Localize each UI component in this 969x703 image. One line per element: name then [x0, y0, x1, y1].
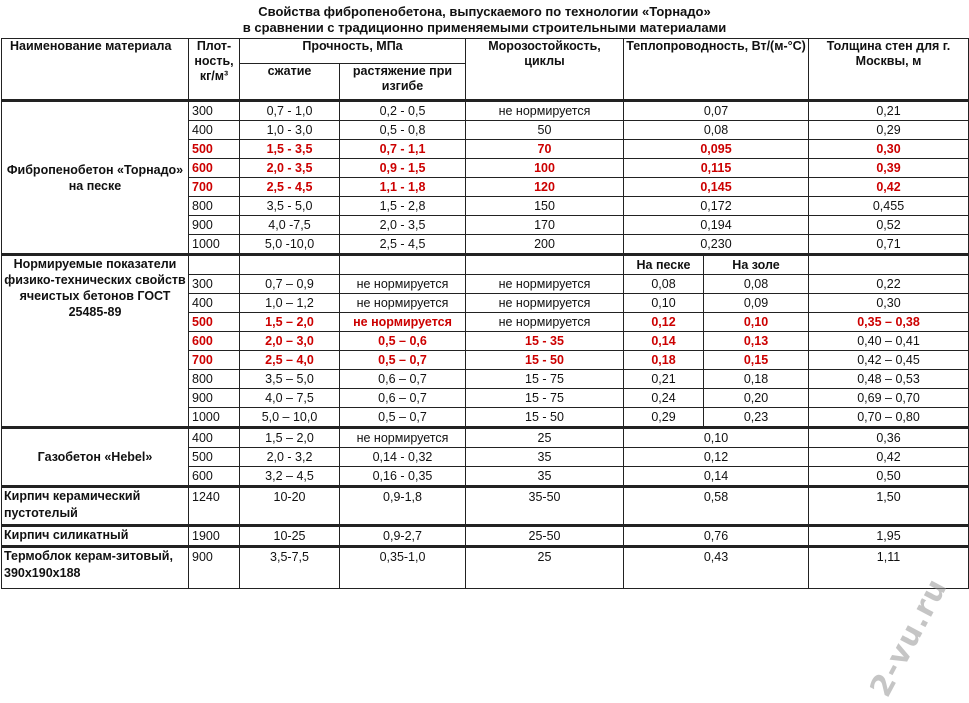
subheader-sand: На песке — [624, 255, 704, 275]
thermal-cell: 0,14 — [624, 467, 809, 487]
density-cell: 800 — [189, 370, 240, 389]
density-cell: 1900 — [189, 526, 240, 547]
group-name-brick-silicate: Кирпич силикатный — [2, 526, 189, 547]
header-wall: Толщина стен для г. Москвы, м — [809, 39, 969, 101]
thermal-cell: 0,115 — [624, 159, 809, 178]
density-cell: 800 — [189, 197, 240, 216]
tension-cell: 0,35-1,0 — [340, 547, 466, 589]
density-cell: 500 — [189, 140, 240, 159]
table-row — [2, 101, 969, 121]
wall-cell: 1,11 — [809, 547, 969, 589]
density-cell: 700 — [189, 351, 240, 370]
wall-cell: 0,48 – 0,53 — [809, 370, 969, 389]
tension-cell: 0,9-1,8 — [340, 487, 466, 526]
compression-cell: 2,0 - 3,2 — [240, 448, 340, 467]
tension-cell: 0,16 - 0,35 — [340, 467, 466, 487]
header-frost: Морозостойкость, циклы — [466, 39, 624, 101]
compression-cell: 3,2 – 4,5 — [240, 467, 340, 487]
density-cell: 900 — [189, 216, 240, 235]
density-cell: 500 — [189, 448, 240, 467]
header-name: Наименование материала — [2, 39, 189, 101]
frost-cell: 15 - 75 — [466, 370, 624, 389]
wall-cell: 1,95 — [809, 526, 969, 547]
tension-cell: 0,2 - 0,5 — [340, 101, 466, 121]
frost-cell: 15 - 50 — [466, 408, 624, 428]
thermal-ash-cell: 0,13 — [704, 332, 809, 351]
density-cell: 300 — [189, 275, 240, 294]
wall-cell: 0,22 — [809, 275, 969, 294]
table-row — [2, 547, 969, 589]
tension-cell: 0,5 – 0,6 — [340, 332, 466, 351]
wall-cell: 0,30 — [809, 294, 969, 313]
frost-cell: 200 — [466, 235, 624, 255]
table-row — [2, 428, 969, 448]
frost-cell: 25 — [466, 428, 624, 448]
header-thermal: Теплопроводность, Вт/(м-°С) — [624, 39, 809, 101]
empty-cell — [189, 255, 240, 275]
wall-cell: 0,50 — [809, 467, 969, 487]
density-cell: 600 — [189, 332, 240, 351]
density-cell: 1240 — [189, 487, 240, 526]
thermal-cell: 0,10 — [624, 428, 809, 448]
density-cell: 900 — [189, 547, 240, 589]
group-name-brick-hollow: Кирпич керамический пустотелый — [2, 487, 189, 526]
compression-cell: 1,0 - 3,0 — [240, 121, 340, 140]
wall-cell: 0,21 — [809, 101, 969, 121]
header-tension: растяжение при изгибе — [340, 64, 466, 101]
tension-cell: не нормируется — [340, 275, 466, 294]
density-cell: 400 — [189, 428, 240, 448]
tension-cell: 1,5 - 2,8 — [340, 197, 466, 216]
title-line-1: Свойства фибропенобетона, выпускаемого по технологии «Торнадо» — [258, 4, 711, 19]
thermal-cell: 0,172 — [624, 197, 809, 216]
frost-cell: 15 - 50 — [466, 351, 624, 370]
tension-cell: 2,5 - 4,5 — [340, 235, 466, 255]
header-strength: Прочность, МПа — [240, 39, 466, 64]
thermal-ash-cell: 0,20 — [704, 389, 809, 408]
group-name-hebel: Газобетон «Hebel» — [2, 428, 189, 487]
wall-cell: 0,455 — [809, 197, 969, 216]
tension-cell: 0,14 - 0,32 — [340, 448, 466, 467]
thermal-sand-cell: 0,08 — [624, 275, 704, 294]
thermal-ash-cell: 0,10 — [704, 313, 809, 332]
wall-cell: 0,70 – 0,80 — [809, 408, 969, 428]
thermal-sand-cell: 0,24 — [624, 389, 704, 408]
thermal-ash-cell: 0,09 — [704, 294, 809, 313]
frost-cell: 120 — [466, 178, 624, 197]
compression-cell: 2,5 – 4,0 — [240, 351, 340, 370]
header-compression: сжатие — [240, 64, 340, 101]
properties-table — [1, 38, 969, 589]
frost-cell: 15 - 35 — [466, 332, 624, 351]
thermal-ash-cell: 0,23 — [704, 408, 809, 428]
compression-cell: 1,5 – 2,0 — [240, 313, 340, 332]
thermal-cell: 0,12 — [624, 448, 809, 467]
frost-cell: 170 — [466, 216, 624, 235]
frost-cell: не нормируется — [466, 294, 624, 313]
tension-cell: 0,6 – 0,7 — [340, 370, 466, 389]
thermal-sand-cell: 0,29 — [624, 408, 704, 428]
wall-cell: 0,42 — [809, 448, 969, 467]
wall-cell: 0,35 – 0,38 — [809, 313, 969, 332]
thermal-sand-cell: 0,21 — [624, 370, 704, 389]
density-cell: 600 — [189, 159, 240, 178]
thermal-cell: 0,08 — [624, 121, 809, 140]
empty-cell — [240, 255, 340, 275]
compression-cell: 3,5 – 5,0 — [240, 370, 340, 389]
watermark: 2-vu.ru — [863, 572, 955, 703]
density-cell: 900 — [189, 389, 240, 408]
compression-cell: 10-25 — [240, 526, 340, 547]
wall-cell: 0,42 — [809, 178, 969, 197]
tension-cell: не нормируется — [340, 313, 466, 332]
compression-cell: 4,0 -7,5 — [240, 216, 340, 235]
compression-cell: 2,0 – 3,0 — [240, 332, 340, 351]
tension-cell: 0,7 - 1,1 — [340, 140, 466, 159]
compression-cell: 4,0 – 7,5 — [240, 389, 340, 408]
group-name-tornado: Фибропенобетон «Торнадо» на песке — [2, 101, 189, 255]
tension-cell: 0,6 – 0,7 — [340, 389, 466, 408]
compression-cell: 2,0 - 3,5 — [240, 159, 340, 178]
thermal-cell: 0,194 — [624, 216, 809, 235]
compression-cell: 1,0 – 1,2 — [240, 294, 340, 313]
thermal-cell: 0,230 — [624, 235, 809, 255]
frost-cell: 35-50 — [466, 487, 624, 526]
compression-cell: 2,5 - 4,5 — [240, 178, 340, 197]
table-title — [0, 0, 969, 38]
wall-cell: 0,40 – 0,41 — [809, 332, 969, 351]
thermal-cell: 0,07 — [624, 101, 809, 121]
group-name-gost: Нормируемые показатели физико-технических свойств ячеистых бетонов ГОСТ 25485-89 — [2, 255, 189, 428]
compression-cell: 5,0 – 10,0 — [240, 408, 340, 428]
wall-cell: 0,52 — [809, 216, 969, 235]
group-name-thermoblock: Термоблок керам-зитовый, 390х190х188 — [2, 547, 189, 589]
wall-cell: 1,50 — [809, 487, 969, 526]
density-cell: 1000 — [189, 235, 240, 255]
tension-cell: не нормируется — [340, 428, 466, 448]
frost-cell: не нормируется — [466, 275, 624, 294]
density-cell: 400 — [189, 294, 240, 313]
compression-cell: 3,5 - 5,0 — [240, 197, 340, 216]
tension-cell: 1,1 - 1,8 — [340, 178, 466, 197]
tension-cell: 0,5 – 0,7 — [340, 408, 466, 428]
density-cell: 500 — [189, 313, 240, 332]
table-row — [2, 487, 969, 526]
density-cell: 1000 — [189, 408, 240, 428]
wall-cell: 0,69 – 0,70 — [809, 389, 969, 408]
tension-cell: 0,9 - 1,5 — [340, 159, 466, 178]
wall-cell: 0,36 — [809, 428, 969, 448]
subheader-row — [2, 255, 969, 275]
density-cell: 700 — [189, 178, 240, 197]
compression-cell: 5,0 -10,0 — [240, 235, 340, 255]
subheader-ash: На золе — [704, 255, 809, 275]
frost-cell: 25-50 — [466, 526, 624, 547]
frost-cell: 150 — [466, 197, 624, 216]
wall-cell: 0,71 — [809, 235, 969, 255]
thermal-cell: 0,095 — [624, 140, 809, 159]
compression-cell: 0,7 – 0,9 — [240, 275, 340, 294]
empty-cell — [340, 255, 466, 275]
thermal-ash-cell: 0,15 — [704, 351, 809, 370]
title-line-2: в сравнении с традиционно применяемыми строительными материалами — [242, 20, 727, 35]
tension-cell: 0,9-2,7 — [340, 526, 466, 547]
thermal-sand-cell: 0,18 — [624, 351, 704, 370]
frost-cell: 35 — [466, 467, 624, 487]
thermal-cell: 0,43 — [624, 547, 809, 589]
wall-cell: 0,42 – 0,45 — [809, 351, 969, 370]
compression-cell: 3,5-7,5 — [240, 547, 340, 589]
compression-cell: 1,5 – 2,0 — [240, 428, 340, 448]
tension-cell: 0,5 – 0,7 — [340, 351, 466, 370]
frost-cell: не нормируется — [466, 313, 624, 332]
frost-cell: не нормируется — [466, 101, 624, 121]
thermal-sand-cell: 0,14 — [624, 332, 704, 351]
thermal-sand-cell: 0,10 — [624, 294, 704, 313]
wall-cell: 0,39 — [809, 159, 969, 178]
empty-cell — [466, 255, 624, 275]
compression-cell: 1,5 - 3,5 — [240, 140, 340, 159]
frost-cell: 50 — [466, 121, 624, 140]
wall-cell: 0,29 — [809, 121, 969, 140]
empty-cell — [809, 255, 969, 275]
tension-cell: не нормируется — [340, 294, 466, 313]
thermal-cell: 0,76 — [624, 526, 809, 547]
compression-cell: 10-20 — [240, 487, 340, 526]
header-density: Плот-ность, кг/м³ — [189, 39, 240, 101]
frost-cell: 35 — [466, 448, 624, 467]
density-cell: 300 — [189, 101, 240, 121]
header-row-1 — [2, 39, 969, 64]
table-body — [2, 39, 969, 589]
frost-cell: 100 — [466, 159, 624, 178]
table-row — [2, 526, 969, 547]
frost-cell: 25 — [466, 547, 624, 589]
tension-cell: 0,5 - 0,8 — [340, 121, 466, 140]
wall-cell: 0,30 — [809, 140, 969, 159]
density-cell: 600 — [189, 467, 240, 487]
frost-cell: 15 - 75 — [466, 389, 624, 408]
frost-cell: 70 — [466, 140, 624, 159]
density-cell: 400 — [189, 121, 240, 140]
thermal-sand-cell: 0,12 — [624, 313, 704, 332]
thermal-ash-cell: 0,18 — [704, 370, 809, 389]
thermal-cell: 0,145 — [624, 178, 809, 197]
compression-cell: 0,7 - 1,0 — [240, 101, 340, 121]
thermal-cell: 0,58 — [624, 487, 809, 526]
tension-cell: 2,0 - 3,5 — [340, 216, 466, 235]
thermal-ash-cell: 0,08 — [704, 275, 809, 294]
